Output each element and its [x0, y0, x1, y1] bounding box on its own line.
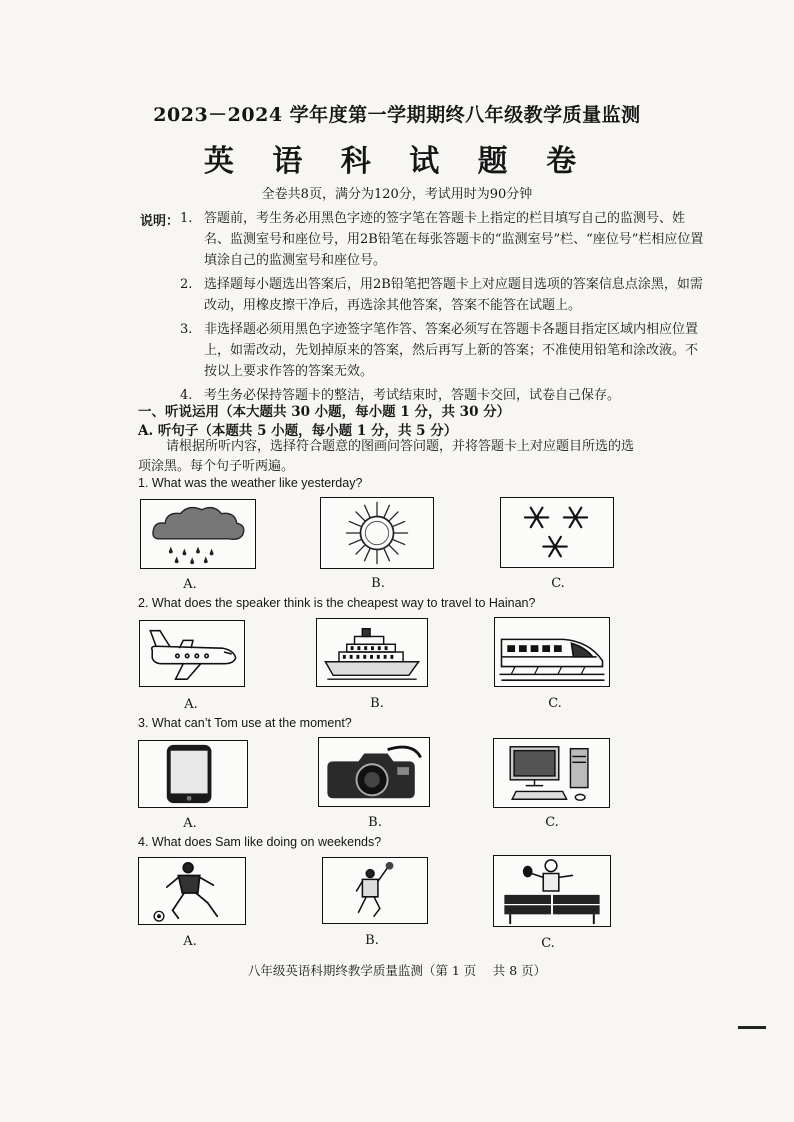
question-4: 4. What does Sam like doing on weekends?	[138, 835, 382, 849]
option-label: B.	[370, 696, 384, 711]
note-number: 2.	[180, 277, 193, 292]
option-label: B.	[371, 576, 385, 591]
notes-label: 说明：	[140, 214, 180, 229]
part-title: A. 听句子（本题共 5 小题，每小题 1 分，共 5 分）	[138, 423, 458, 439]
option-label: B.	[365, 933, 379, 948]
rain-cloud-icon	[140, 499, 256, 569]
snowflakes-icon	[500, 497, 614, 568]
note-text: 非选择题必须用黑色字迹签字笔作答、答案必须写在答题卡各题目指定区域内相应位置上，如需改动，先划掉原来的答案，然后再写上新的答案；不准使用铅笔和涂改液。不按以上要求作答的答案无效。	[204, 322, 699, 379]
sun-icon	[320, 497, 434, 569]
option-label: A.	[184, 697, 198, 712]
option-label: C.	[548, 696, 562, 711]
table-tennis-icon	[493, 855, 611, 927]
option-label: C.	[551, 576, 565, 591]
option-label: A.	[183, 577, 197, 592]
note-item	[180, 274, 710, 316]
note-item	[180, 208, 710, 271]
basketball-player-icon	[322, 857, 428, 924]
soccer-player-icon	[138, 857, 246, 925]
page-footer: 八年级英语科期终教学质量监测（第 1 页 共 8 页）	[247, 963, 547, 978]
section-title: 一、听说运用（本大题共 30 小题，每小题 1 分，共 30 分）	[138, 404, 511, 420]
note-number: 4.	[180, 388, 193, 403]
note-text: 答题前，考生务必用黑色字迹的签字笔在答题卡上指定的栏目填写自己的监测号、姓名、监测室号和座位号，用2B铅笔在每张答题卡的“监测室号”栏、“座位号”栏相应位置填涂自己的监测室号和座位号。	[204, 211, 704, 268]
computer-icon	[493, 738, 610, 808]
option-label: A.	[183, 816, 197, 831]
high-speed-train-icon	[494, 617, 610, 687]
airplane-icon	[139, 620, 245, 687]
part-instruction: 请根据所听内容，选择符合题意的图画问答问题，并将答题卡上对应题目所选的选项涂黑。每个句子听两遍。	[138, 439, 635, 474]
scan-mark	[738, 1026, 766, 1029]
subject-title: 英 语 科 试 题 卷	[203, 144, 591, 179]
ship-icon	[316, 618, 428, 687]
option-label: C.	[541, 936, 555, 951]
note-number: 1.	[180, 211, 193, 226]
question-2: 2. What does the speaker think is the cheapest way to travel to Hainan?	[138, 596, 536, 610]
question-3: 3. What can’t Tom use at the moment?	[138, 716, 352, 730]
exam-title: 2023－2024 学年度第一学期期终八年级教学质量监测	[153, 104, 641, 126]
note-text: 选择题每小题选出答案后，用2B铅笔把答题卡上对应题目选项的答案信息点涂黑，如需改动，用橡皮擦干净后，再选涂其他答案，答案不能答在试题上。	[204, 277, 703, 313]
exam-meta: 全卷共8页，满分为120分，考试用时为90分钟	[261, 187, 533, 202]
note-item	[180, 319, 710, 382]
note-text: 考生务必保持答题卡的整洁，考试结束时，答题卡交回，试卷自己保存。	[204, 388, 621, 403]
option-label: A.	[183, 934, 197, 949]
option-label: C.	[545, 815, 559, 830]
note-number: 3.	[180, 322, 193, 337]
notes-list	[180, 208, 710, 409]
question-1: 1. What was the weather like yesterday?	[138, 476, 363, 490]
option-label: B.	[368, 815, 382, 830]
camera-icon	[318, 737, 430, 807]
smartphone-icon	[138, 740, 248, 808]
